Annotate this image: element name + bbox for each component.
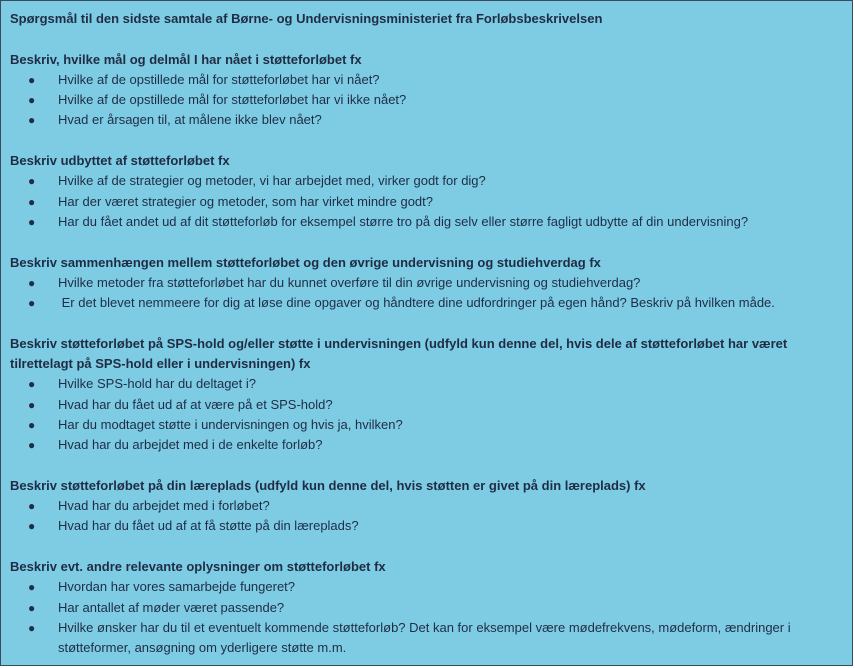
question-text: Har du fået andet ud af dit støtteforløb for eksempel større tro på dig selv eller større fagligt udbytte af din undervisning? [58,213,749,229]
bullet-icon: ● [28,600,36,615]
question-text: Hvad har du arbejdet med i de enkelte forløb? [58,437,323,453]
list-item [10,171,852,191]
question-text: Hvilke af de strategier og metoder, vi har arbejdet med, virker godt for dig? [58,173,486,189]
list-item [10,577,852,597]
list-item [10,192,852,212]
section-heading: Beskriv sammenhængen mellem støtteforløbet og den øvrige undervisning og studiehverdag fx [10,254,601,270]
list-item [10,90,852,110]
section-outcome [10,151,852,232]
section-coherence [10,253,852,314]
bullet-icon: ● [28,620,36,635]
bullet-icon: ● [28,296,36,311]
question-text: Hvad har du fået ud af at få støtte på din læreplads? [58,518,359,534]
question-list [10,374,852,455]
bullet-icon: ● [28,438,36,453]
bullet-icon: ● [28,214,36,229]
list-item [10,598,852,618]
bullet-icon: ● [28,519,36,534]
list-item [10,110,852,130]
bullet-icon: ● [28,499,36,514]
question-text: Har der været strategier og metoder, som har virket mindre godt? [58,193,433,209]
question-text: Er det blevet nemmeere for dig at løse dine opgaver og håndtere dine udfordringer på egen hånd? Beskriv på hvilken måde. [58,295,775,311]
question-text: Har du modtaget støtte i undervisningen og hvis ja, hvilken? [58,416,403,432]
question-list [10,171,852,232]
section-heading: Beskriv, hvilke mål og delmål I har nået i støtteforløbet fx [10,51,362,67]
list-item [10,374,852,394]
section-sps-hold [10,334,852,456]
list-item [10,70,852,90]
list-item [10,496,852,516]
list-item [10,435,852,455]
bullet-icon: ● [28,275,36,290]
section-heading: Beskriv udbyttet af støtteforløbet fx [10,153,230,169]
bullet-icon: ● [28,194,36,209]
bullet-icon: ● [28,397,36,412]
list-item [10,395,852,415]
bullet-icon: ● [28,417,36,432]
section-heading: Beskriv evt. andre relevante oplysninger om støtteforløbet fx [10,559,386,575]
section-heading: Beskriv støtteforløbet på SPS-hold og/eller støtte i undervisningen (udfyld kun denne del, hvis dele af støtteforløbet har været tilrettelagt på SPS-hold eller i undervisningen) fx [10,335,788,372]
bullet-icon: ● [28,93,36,108]
question-text: Hvilke metoder fra støtteforløbet har du kunnet overføre til din øvrige undervisning og studiehverdag? [58,274,641,290]
question-list [10,273,852,314]
question-list [10,577,852,658]
bullet-icon: ● [28,113,36,128]
question-text: Hvilke af de opstillede mål for støtteforløbet har vi ikke nået? [58,92,407,108]
list-item [10,618,852,659]
question-text: Hvilke af de opstillede mål for støtteforløbet har vi nået? [58,71,380,87]
question-list [10,70,852,131]
section-other-info [10,557,852,658]
document-title: Spørgsmål til den sidste samtale af Børne- og Undervisningsministeriet fra Forløbsbeskrivelsen [10,11,603,26]
question-text: Hvilke ønsker har du til et eventuelt kommende støtteforløb? Det kan for eksempel være mødefrekvens, mødeform, ændringer i støtteformer, ansøgning om yderligere støtte m.m. [58,619,791,656]
list-item [10,212,852,232]
list-item [10,273,852,293]
section-heading: Beskriv støtteforløbet på din læreplads (udfyld kun denne del, hvis støtten er givet på din læreplads) fx [10,477,646,493]
question-text: Har antallet af møder været passende? [58,599,285,615]
question-text: Hvordan har vores samarbejde fungeret? [58,579,296,595]
list-item [10,293,852,313]
question-text: Hvad har du fået ud af at være på et SPS-hold? [58,396,333,412]
question-list [10,496,852,537]
bullet-icon: ● [28,174,36,189]
section-goals [10,50,852,131]
bullet-icon: ● [28,377,36,392]
question-text: Hvilke SPS-hold har du deltaget i? [58,376,257,392]
list-item [10,415,852,435]
question-text: Hvad er årsagen til, at målene ikke blev nået? [58,112,322,128]
section-apprenticeship [10,476,852,537]
bullet-icon: ● [28,72,36,87]
bullet-icon: ● [28,580,36,595]
list-item [10,516,852,536]
question-text: Hvad har du arbejdet med i forløbet? [58,498,270,514]
